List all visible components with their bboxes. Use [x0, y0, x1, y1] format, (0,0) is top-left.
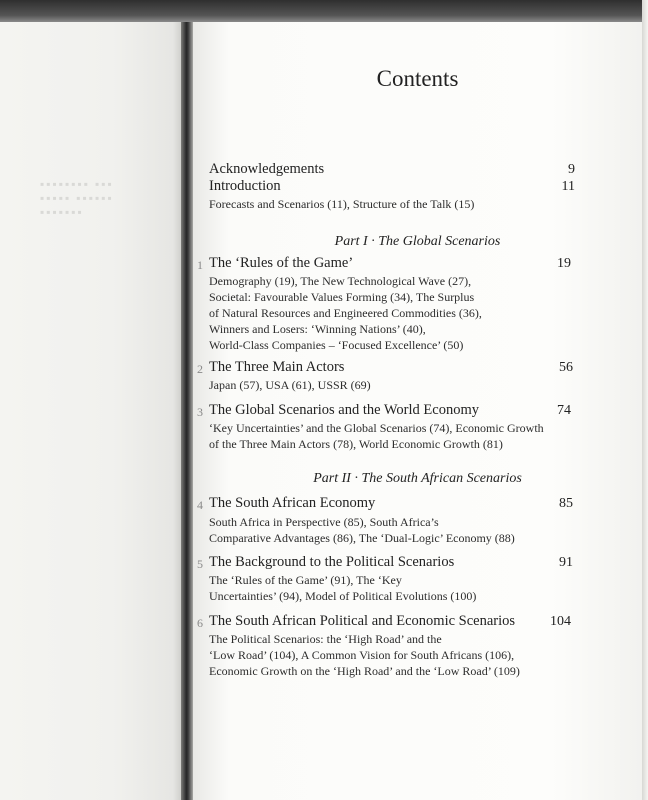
chapter-title: The Three Main Actors: [209, 359, 345, 375]
chapter-page: 85: [559, 496, 573, 511]
chapter-number: 1: [197, 258, 203, 272]
chapter-subtopic-line: South Africa in Perspective (85), South Africa’s: [209, 515, 439, 529]
chapter-number: 5: [197, 557, 203, 571]
entry-page: 11: [561, 179, 575, 194]
chapter-subtopic-line: Societal: Favourable Values Forming (34), The Surplus: [209, 290, 475, 304]
chapter-subtopic-line: Japan (57), USA (61), USSR (69): [209, 378, 371, 392]
chapter-title: The Global Scenarios and the World Economy: [209, 402, 479, 418]
part-title: The South African Scenarios: [361, 471, 522, 486]
part-title: The Global Scenarios: [378, 234, 501, 249]
chapter-page: 74: [557, 403, 571, 418]
chapter-subtopic-line: Uncertainties’ (94), Model of Political Evolutions (100): [209, 589, 477, 603]
chapter-number: 4: [197, 498, 203, 512]
chapter-title: The South African Economy: [209, 495, 376, 511]
chapter-subtopic-line: The Political Scenarios: the ‘High Road’ and the: [209, 632, 442, 646]
chapter-subtopic-line: The ‘Rules of the Game’ (91), The ‘Key: [209, 573, 402, 587]
bleed-through-text: ▪▪▪▪▪▪▪▪ ▪▪▪ ▪▪▪▪▪ ▪▪▪▪▪▪ ▪▪▪▪▪▪▪: [40, 177, 114, 219]
chapter-subtopic-line: of the Three Main Actors (78), World Economic Growth (81): [209, 437, 503, 451]
chapter-page: 56: [559, 360, 573, 375]
chapter-number: 2: [197, 362, 203, 376]
entry-subtopics: Forecasts and Scenarios (11), Structure of the Talk (15): [209, 197, 475, 211]
part-heading-1: [193, 234, 642, 250]
chapter-page: 19: [557, 256, 571, 271]
entry-title: Introduction: [209, 178, 281, 194]
page-edge: [642, 0, 648, 800]
chapter-title: The South African Political and Economic Scenarios: [209, 613, 516, 629]
chapter-title: The Background to the Political Scenarios: [209, 554, 455, 570]
part-separator: ·: [354, 471, 358, 486]
chapter-subtopic-line: ‘Key Uncertainties’ and the Global Scenarios (74), Economic Growth: [209, 421, 544, 435]
chapter-page: 91: [559, 555, 573, 570]
entry-title: Acknowledgements: [209, 161, 325, 177]
chapter-subtopic-line: of Natural Resources and Engineered Commodities (36),: [209, 306, 482, 320]
chapter-title: The ‘Rules of the Game’: [209, 255, 354, 271]
chapter-subtopic-line: Winners and Losers: ‘Winning Nations’ (40),: [209, 322, 426, 336]
chapter-subtopic-line: Economic Growth on the ‘High Road’ and the ‘Low Road’ (109): [209, 664, 520, 678]
chapter-subtopic-line: Demography (19), The New Technological Wave (27),: [209, 274, 472, 288]
chapter-subtopic-line: World-Class Companies – ‘Focused Excellence’ (50): [209, 338, 464, 352]
part-heading-2: [193, 471, 642, 487]
chapter-page: 104: [550, 614, 571, 629]
entry-page: 9: [568, 162, 575, 177]
chapter-subtopic-line: Comparative Advantages (86), The ‘Dual-Logic’ Economy (88): [209, 531, 515, 545]
page-title: Contents: [376, 66, 459, 91]
part-label: Part I: [334, 234, 368, 249]
left-page: [0, 22, 188, 800]
chapter-subtopic-line: ‘Low Road’ (104), A Common Vision for South Africans (106),: [209, 648, 515, 662]
part-label: Part II: [313, 471, 351, 486]
chapter-number: 6: [197, 616, 203, 630]
chapter-number: 3: [197, 405, 203, 419]
scan-top-edge: [0, 0, 648, 22]
part-separator: ·: [371, 234, 375, 249]
